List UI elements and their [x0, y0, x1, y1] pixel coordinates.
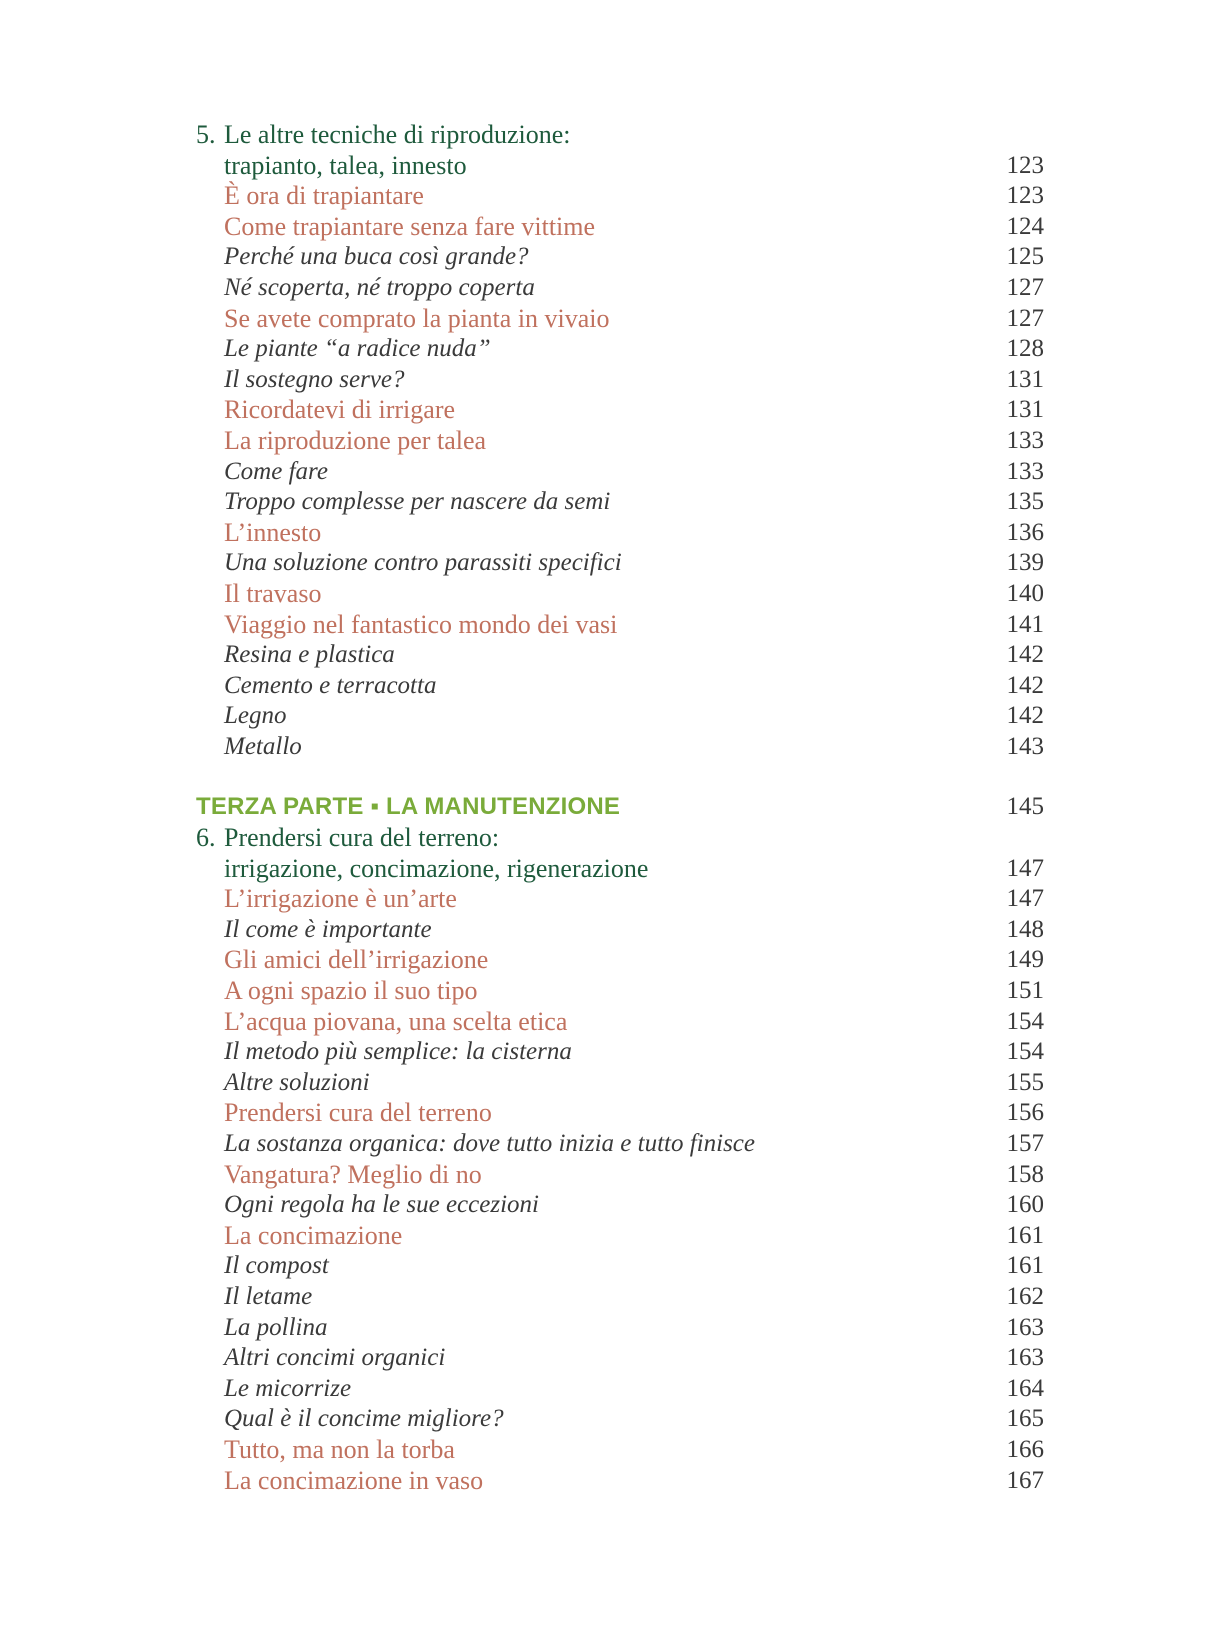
toc-entry: [196, 610, 1044, 641]
page-number: 166: [1006, 1435, 1044, 1463]
entry-label: Una soluzione contro parassiti specifici: [224, 549, 622, 577]
chapter-5-entries: [196, 181, 1044, 762]
entry-label: La concimazione in vaso: [224, 1465, 484, 1495]
entry-label: Altre soluzioni: [224, 1068, 370, 1096]
page-number: 161: [1006, 1252, 1044, 1280]
chapter-6-subtitle: [196, 854, 1044, 885]
entry-label: Ogni regola ha le sue eccezioni: [224, 1191, 539, 1219]
toc-entry: [196, 1190, 1044, 1221]
page-number: 142: [1006, 641, 1044, 669]
entry-label: La riproduzione per talea: [224, 425, 487, 455]
chapter-title-line2: irrigazione, concimazione, rigenerazione: [224, 853, 649, 883]
page-number: 127: [1006, 304, 1044, 332]
toc-entry: [196, 548, 1044, 579]
toc-entry: [196, 487, 1044, 518]
entry-label: Prendersi cura del terreno: [224, 1098, 492, 1128]
toc-entry: [196, 181, 1044, 212]
chapter-6-entries: [196, 884, 1044, 1496]
entry-label: A ogni spazio il suo tipo: [224, 976, 478, 1006]
toc-entry: [196, 457, 1044, 488]
chapter-title-line1: Prendersi cura del terreno:: [224, 823, 500, 853]
entry-label: Perché una buca così grande?: [224, 243, 529, 271]
part-heading: [196, 792, 1044, 823]
entry-label: Tutto, ma non la torba: [224, 1434, 455, 1464]
toc-entry: [196, 212, 1044, 243]
page-number: 124: [1006, 212, 1044, 240]
chapter-title-line1: Le altre tecniche di riproduzione:: [224, 120, 571, 149]
page-number: 149: [1006, 946, 1044, 974]
toc-entry: [196, 334, 1044, 365]
toc-entry: [196, 1404, 1044, 1435]
page-number: 140: [1006, 579, 1044, 607]
entry-label: Troppo complesse per nascere da semi: [224, 488, 611, 516]
page-number: 128: [1006, 335, 1044, 363]
entry-label: Altri concimi organici: [224, 1344, 446, 1372]
page-number: 162: [1006, 1282, 1044, 1310]
toc-entry: [196, 579, 1044, 610]
page-number: 163: [1006, 1344, 1044, 1372]
page-number: 136: [1006, 518, 1044, 546]
page-number: 123: [1006, 182, 1044, 210]
page-number: 158: [1006, 1160, 1044, 1188]
toc-entry: [196, 1007, 1044, 1038]
toc-entry: [196, 304, 1044, 335]
page-number: 148: [1006, 915, 1044, 943]
page-number: 164: [1006, 1374, 1044, 1402]
entry-label: Il metodo più semplice: la cisterna: [224, 1038, 572, 1066]
entry-label: Né scoperta, né troppo coperta: [224, 273, 535, 301]
toc-entry: [196, 426, 1044, 457]
page-number: 139: [1006, 549, 1044, 577]
part-title: TERZA PARTE ▪ LA MANUTENZIONE: [196, 793, 621, 821]
chapter-6-heading: [196, 823, 1044, 854]
page-number: 133: [1006, 457, 1044, 485]
entry-label: Viaggio nel fantastico mondo dei vasi: [224, 609, 618, 639]
entry-label: Cemento e terracotta: [224, 671, 437, 699]
chapter-number: 6.: [196, 823, 216, 853]
entry-label: Le piante “a radice nuda”: [224, 335, 491, 363]
toc-entry: [196, 732, 1044, 763]
page-number: 142: [1006, 702, 1044, 730]
chapter-5-subtitle: [196, 151, 1044, 182]
page-number: 145: [1006, 793, 1044, 821]
page-number: 165: [1006, 1405, 1044, 1433]
page-number: 123: [1006, 151, 1044, 179]
page-number: 127: [1006, 273, 1044, 301]
entry-label: Come trapiantare senza fare vittime: [224, 211, 596, 241]
toc-entry: [196, 518, 1044, 549]
toc-entry: [196, 701, 1044, 732]
entry-label: Il travaso: [224, 578, 322, 608]
page-number: 154: [1006, 1007, 1044, 1035]
entry-label: La concimazione: [224, 1220, 403, 1250]
page-number: 154: [1006, 1038, 1044, 1066]
chapter-title-line2: trapianto, talea, innesto: [224, 150, 467, 180]
toc-entry: [196, 1037, 1044, 1068]
page-number: 151: [1006, 977, 1044, 1005]
page-number: 157: [1006, 1130, 1044, 1157]
toc-entry: [196, 1466, 1044, 1497]
page-number: 135: [1006, 488, 1044, 516]
entry-label: Vangatura? Meglio di no: [224, 1159, 482, 1189]
toc-entry: [196, 1435, 1044, 1466]
entry-label: Se avete comprato la pianta in vivaio: [224, 303, 610, 333]
entry-label: L’irrigazione è un’arte: [224, 884, 457, 914]
entry-label: Resina e plastica: [224, 641, 395, 669]
toc-entry: [196, 273, 1044, 304]
entry-label: Legno: [224, 702, 287, 730]
toc-entry: [196, 395, 1044, 426]
chapter-number: 5.: [196, 120, 216, 149]
toc-entry: [196, 1374, 1044, 1405]
toc-entry: [196, 365, 1044, 396]
toc-entry: [196, 884, 1044, 915]
entry-label: La pollina: [224, 1313, 328, 1341]
page-number: 167: [1006, 1466, 1044, 1494]
entry-label: Come fare: [224, 457, 328, 485]
page-number: 143: [1006, 732, 1044, 760]
toc-entry: [196, 1221, 1044, 1252]
page-number: 155: [1006, 1068, 1044, 1096]
page-number: 131: [1006, 396, 1044, 424]
page-number: 141: [1006, 610, 1044, 638]
entry-label: L’acqua piovana, una scelta etica: [224, 1006, 568, 1036]
entry-label: Qual è il concime migliore?: [224, 1405, 504, 1433]
entry-label: Ricordatevi di irrigare: [224, 395, 456, 425]
toc-entry: [196, 242, 1044, 273]
page-number: 156: [1006, 1099, 1044, 1127]
entry-label: Il come è importante: [224, 915, 432, 943]
page-number: 147: [1006, 854, 1044, 882]
page-number: 163: [1006, 1313, 1044, 1341]
toc-entry: [196, 1160, 1044, 1191]
entry-label: Il letame: [224, 1282, 313, 1310]
entry-label: La sostanza organica: dove tutto inizia e tutto finisce: [224, 1130, 755, 1157]
toc-entry: [196, 640, 1044, 671]
page-number: 125: [1006, 243, 1044, 271]
entry-label: È ora di trapiantare: [224, 181, 424, 211]
toc-entry: [196, 1313, 1044, 1344]
toc-entry: [196, 1343, 1044, 1374]
page-number: 131: [1006, 365, 1044, 393]
toc-entry: [196, 976, 1044, 1007]
entry-label: Metallo: [224, 732, 302, 760]
toc-entry: [196, 945, 1044, 976]
toc-entry: [196, 915, 1044, 946]
page-number: 161: [1006, 1221, 1044, 1249]
entry-label: Gli amici dell’irrigazione: [224, 945, 489, 975]
entry-label: Le micorrize: [224, 1374, 352, 1402]
entry-label: Il sostegno serve?: [224, 365, 405, 393]
toc-entry: [196, 671, 1044, 702]
toc-entry: [196, 1098, 1044, 1129]
toc-entry: [196, 1251, 1044, 1282]
chapter-5-heading: [196, 120, 1044, 151]
toc-entry: [196, 1282, 1044, 1313]
page-number: 147: [1006, 885, 1044, 913]
entry-label: Il compost: [224, 1252, 329, 1280]
page-number: 133: [1006, 426, 1044, 454]
toc-entry: [196, 1068, 1044, 1099]
page-number: 160: [1006, 1191, 1044, 1219]
page-number: 142: [1006, 671, 1044, 699]
table-of-contents: [196, 120, 1044, 1496]
toc-entry: [196, 1129, 1044, 1160]
entry-label: L’innesto: [224, 517, 322, 547]
